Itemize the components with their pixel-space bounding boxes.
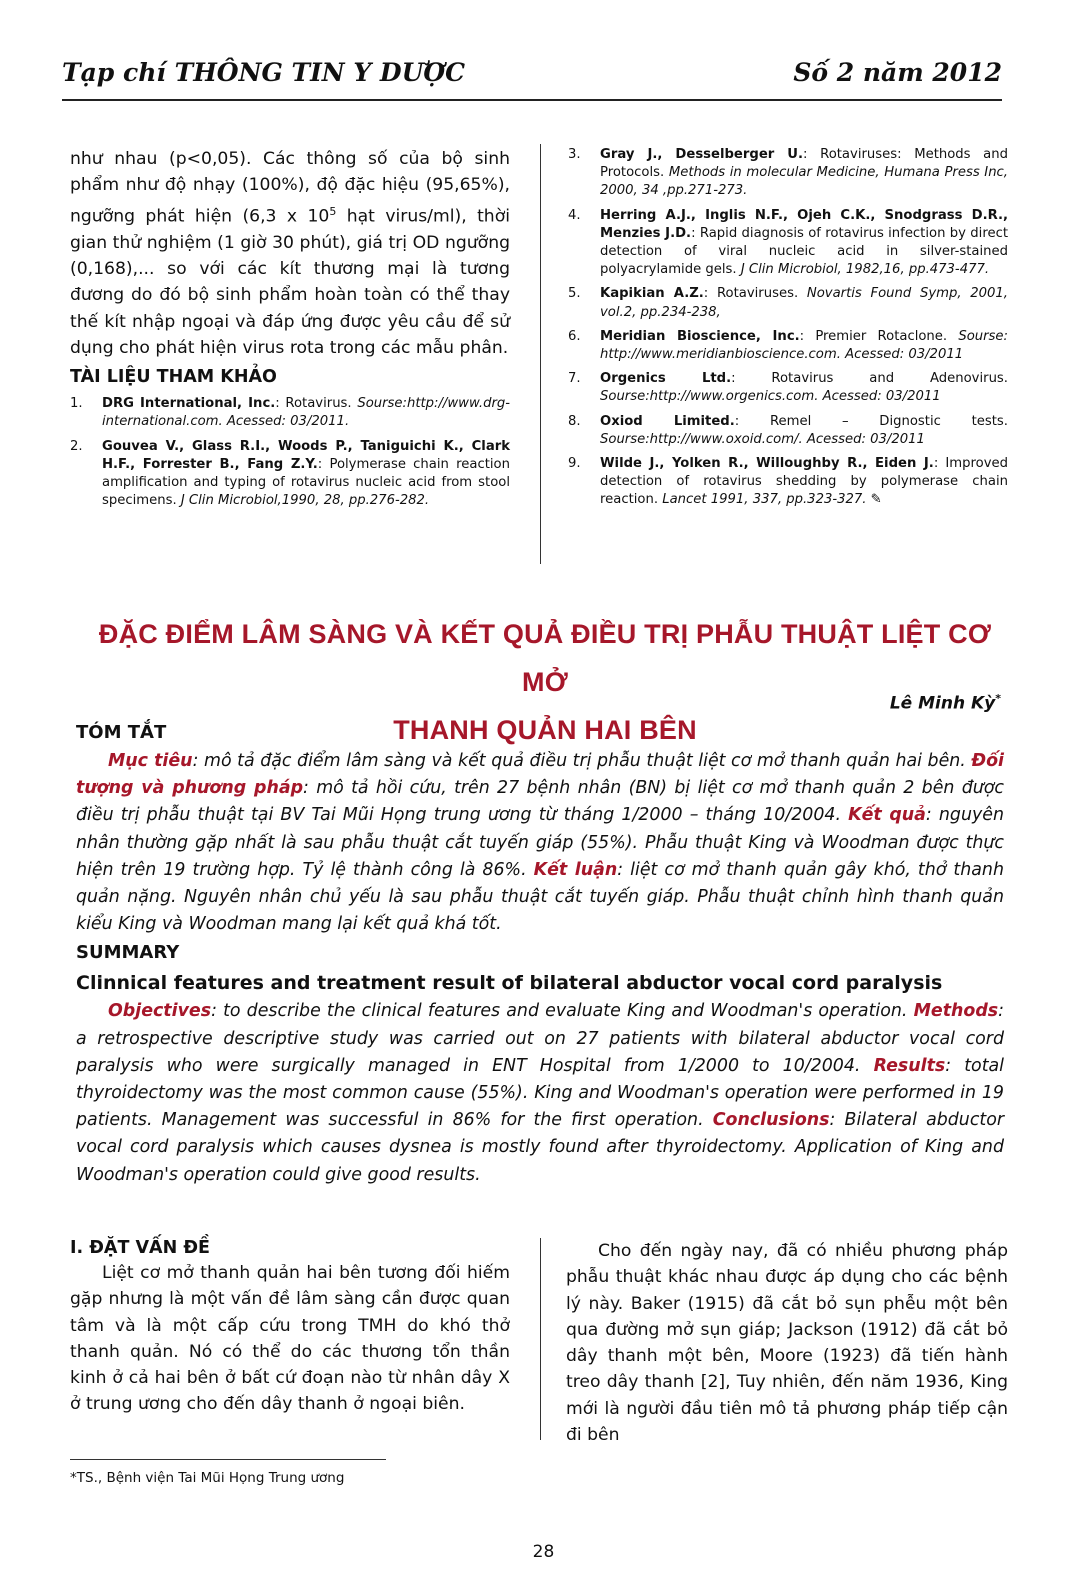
reference-item: 4. Herring A.J., Inglis N.F., Ojeh C.K., Snodgrass D.R., Menzies J.D.: Rapid diagnosis of rotavirus infection by direct detection of viral nucleic acid in silver-stained polyacrylamide gels. J Clin Microbiol, 1982,16, pp.473-477. (568, 207, 1008, 278)
abstract-vi-text: Mục tiêu: mô tả đặc điểm lâm sàng và kết quả điều trị phẫu thuật liệt cơ mở thanh quản hai bên. Đối tượng và phương pháp: mô tả hồi cứu, trên 27 bệnh nhân (BN) bị liệt cơ mở thanh quản 2 bên được điều trị phẫu thuật tại BV Tai Mũi Họng trung ương từ tháng 1/2000 – tháng 10/2004. Kết quả: nguyên nhân thường gặp nhất là sau phẫu thuật cắt tuyến giáp (55%). Phẫu thuật King và Woodman được thực hiện trên 19 trường hợp. Tỷ lệ thành công là 86%. Kết luận: liệt cơ mở thanh quản gây khó, thở thanh quản nặng. Nguyên nhân chủ yếu là sau phẫu thuật cắt tuyến giáp. Phẫu thuật chỉnh hình thanh quản kiểu King và Woodman mang lại kết quả khá tốt. (76, 751, 1005, 935)
issue-number: Số 2 năm 2012 (793, 58, 1002, 87)
header-rule (62, 99, 1002, 101)
references-heading: TÀI LIỆU THAM KHẢO (70, 367, 277, 388)
abstract-en-text: Objectives: to describe the clinical features and evaluate King and Woodman's operation. Methods: a retrospective descriptive study was carried out on 27 patients with bilateral abductor vocal cord paralysis who were surgically managed in ENT Hospital from 1/2000 to 10/2004. Results: total thyroidectomy was the most common cause (55%). King and Woodman's operation were performed in 19 patients. Management was successful in 86% for the first operation. Conclusions: Bilateral abductor vocal cord paralysis which causes dysnea is mostly found after thyroidectomy. Application of King and Woodman's operation could give good results. (76, 1001, 1004, 1185)
column-divider-top (540, 144, 541, 564)
intro-left-column (70, 1238, 510, 1418)
column-divider-bottom (540, 1238, 541, 1440)
journal-name: Tạp chí THÔNG TIN Y DƯỢC (62, 58, 466, 87)
author-footnote: *TS., Bệnh viện Tai Mũi Họng Trung ương (70, 1470, 345, 1486)
reference-item: 9. Wilde J., Yolken R., Willoughby R., Eiden J.: Improved detection of rotavirus shedding by polymerase chain reaction. Lancet 1991, 337, pp.323-327. ✎ (568, 456, 1008, 508)
reference-item: 3. Gray J., Desselberger U.: Rotaviruses: Methods and Protocols. Methods in molecular Medicine, Humana Press Inc, 2000, 34 ,pp.271-273. (568, 147, 1008, 199)
reference-item: 1. DRG International, Inc.: Rotavirus. Sourse:http://www.drg-international.com. Acessed: 03/2011. (70, 396, 511, 430)
abstract-vi-heading: TÓM TẮT (76, 722, 167, 743)
article-title: ĐẶC ĐIỂM LÂM SÀNG VÀ KẾT QUẢ ĐIỀU TRỊ PHẪU THUẬT LIỆT CƠ MỞ THANH QUẢN HAI BÊN (98, 619, 992, 745)
reference-item: 5. Kapikian A.Z.: Rotaviruses. Novartis Found Symp, 2001, vol.2, pp.234-238, (568, 286, 1008, 320)
previous-article-conclusion (70, 146, 510, 516)
footnote-rule (70, 1459, 386, 1460)
intro-right-column (566, 1238, 1008, 1448)
abstract-block (76, 718, 1004, 1189)
running-header (62, 58, 1002, 98)
reference-item: 6. Meridian Bioscience, Inc.: Premier Rotaclone. Sourse: http://www.meridianbioscience.com. Acessed: 03/2011 (568, 328, 1008, 363)
intro-heading: I. ĐẶT VẤN ĐỀ (70, 1238, 210, 1258)
reference-item: 8. Oxiod Limited.: Remel – Dignostic tests. Sourse:http://www.oxoid.com/. Acessed: 03/2011 (568, 413, 1008, 447)
intro-paragraph-left: Liệt cơ mở thanh quản hai bên tương đối hiếm gặp nhưng là một vấn đề lâm sàng cần được quan tâm và là một cấp cứu trong TMH do khó thở thanh quản. Nó có thể do các thương tổn thần kinh ở cả hai bên ở bất cứ đoạn nào từ nhân dây X ở trung ương cho đến dây thanh ở ngoại biên. (70, 1263, 510, 1415)
page-number: 28 (532, 1542, 555, 1562)
intro-paragraph-right: Cho đến ngày nay, đã có nhiều phương pháp phẫu thuật khác nhau được áp dụng cho các bệnh lý này. Baker (1915) đã cắt bỏ sụn phễu một bên qua đường mở sụn giáp; Jackson (1912) đã cắt bỏ dây thanh một bên, Moore (1923) đã tiến hành treo dây thanh [2], Tuy nhiên, đến năm 1936, King mới là người đầu tiên mô tả phương pháp tiếp cận đi bên (566, 1241, 1008, 1446)
article-author: Lê Minh Kỳ* (889, 692, 1001, 714)
abstract-en-heading: SUMMARY (76, 942, 180, 964)
references-list-right (568, 146, 1008, 510)
reference-item: 2. Gouvea V., Glass R.I., Woods P., Taniguichi K., Clark H.F., Forrester B., Fang Z.Y.: Polymerase chain reaction amplification and typing of rotavirus nucleic acid from stool specimens. J Clin Microbiol,1990, 28, pp.276-282. (70, 438, 510, 509)
references-list-left (70, 395, 510, 510)
reference-item: 7. Orgenics Ltd.: Rotavirus and Adenovirus. Sourse:http://www.orgenics.com. Acessed: 03/2011 (568, 371, 1008, 405)
end-mark-icon: ✎ (866, 492, 882, 508)
references-right-column (568, 146, 1008, 516)
english-title: Clinnical features and treatment result of bilateral abductor vocal cord paralysis (76, 972, 943, 995)
conclusion-paragraph: như nhau (p<0,05). Các thông số của bộ sinh phẩm như độ nhạy (100%), độ đặc hiệu (95,65%), ngưỡng phát hiện (6,3 x $10^5$ hạt virus/ml), thời gian thử nghiệm (1 giờ 30 phút), giá trị OD ngưỡng (0,168),... so với các kít thương mại là tương đương do đó bộ sinh phẩm hoàn toàn có thể thay thế kít nhập ngoại và đáp ứng được yêu cầu để sử dụng cho phát hiện virus rota trong các mẫu phân. (70, 149, 510, 358)
